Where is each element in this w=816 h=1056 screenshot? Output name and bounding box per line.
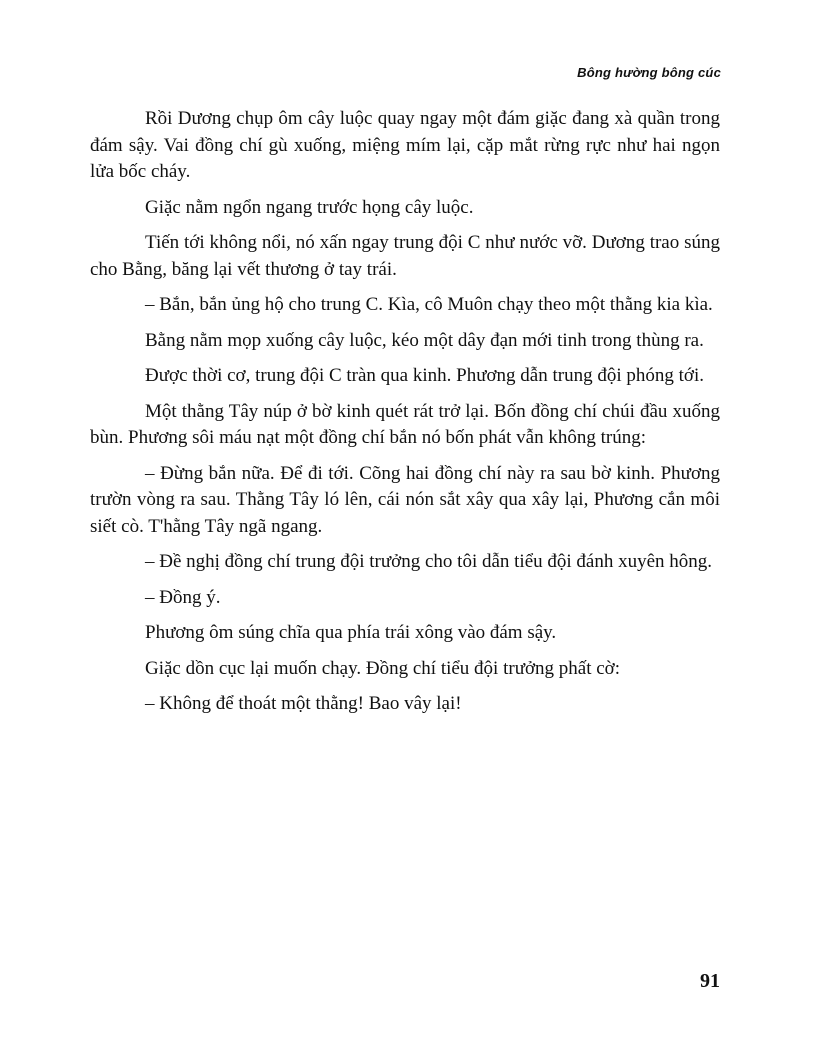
- paragraph: Được thời cơ, trung đội C tràn qua kinh. Phương dẫn trung đội phóng tới.: [145, 365, 704, 386]
- paragraph: – Đừng bắn nữa. Để đi tới. Cõng hai đồng chí này ra sau bờ kinh. Phương trườn vòng ra sau. Thằng Tây ló lên, cái nón sắt xây qua xây lại, Phương cắn môi siết cò. T'hằng Tây ngã ngang.: [90, 462, 720, 537]
- body-text: [90, 106, 720, 727]
- paragraph: Bằng nằm mọp xuống cây luộc, kéo một dây đạn mới tinh trong thùng ra.: [145, 329, 704, 351]
- paragraph: Rồi Dương chụp ôm cây luộc quay ngay một đám giặc đang xà quần trong đám sậy. Vai đồng chí gù xuống, miệng mím lại, cặp mắt rừng rực như hai ngọn lửa bốc cháy.: [90, 108, 720, 182]
- paragraph: Giặc nằm ngổn ngang trước họng cây luộc.: [145, 196, 474, 218]
- paragraph: Một thằng Tây núp ở bờ kinh quét rát trở lại. Bốn đồng chí chúi đầu xuống bùn. Phương sôi máu nạt một đồng chí bắn nó bốn phát vẫn không trúng:: [90, 400, 720, 448]
- paragraph: – Đồng ý.: [145, 586, 221, 608]
- paragraph: – Không để thoát một thằng! Bao vây lại!: [145, 693, 462, 714]
- paragraph: – Đề nghị đồng chí trung đội trưởng cho tôi dẫn tiểu đội đánh xuyên hông.: [145, 551, 713, 572]
- page-number: 91: [700, 970, 720, 992]
- paragraph: Giặc dồn cục lại muốn chạy. Đồng chí tiểu đội trưởng phất cờ:: [145, 657, 621, 679]
- paragraph: Phương ôm súng chĩa qua phía trái xông vào đám sậy.: [145, 622, 557, 643]
- paragraph: Tiến tới không nổi, nó xấn ngay trung đội C như nước vỡ. Dương trao súng cho Bằng, băng lại vết thương ở tay trái.: [90, 232, 720, 280]
- running-header-title: Bông hường bông cúc: [577, 65, 721, 80]
- paragraph: – Bắn, bắn ủng hộ cho trung C. Kìa, cô Muôn chạy theo một thằng kia kìa.: [145, 294, 713, 315]
